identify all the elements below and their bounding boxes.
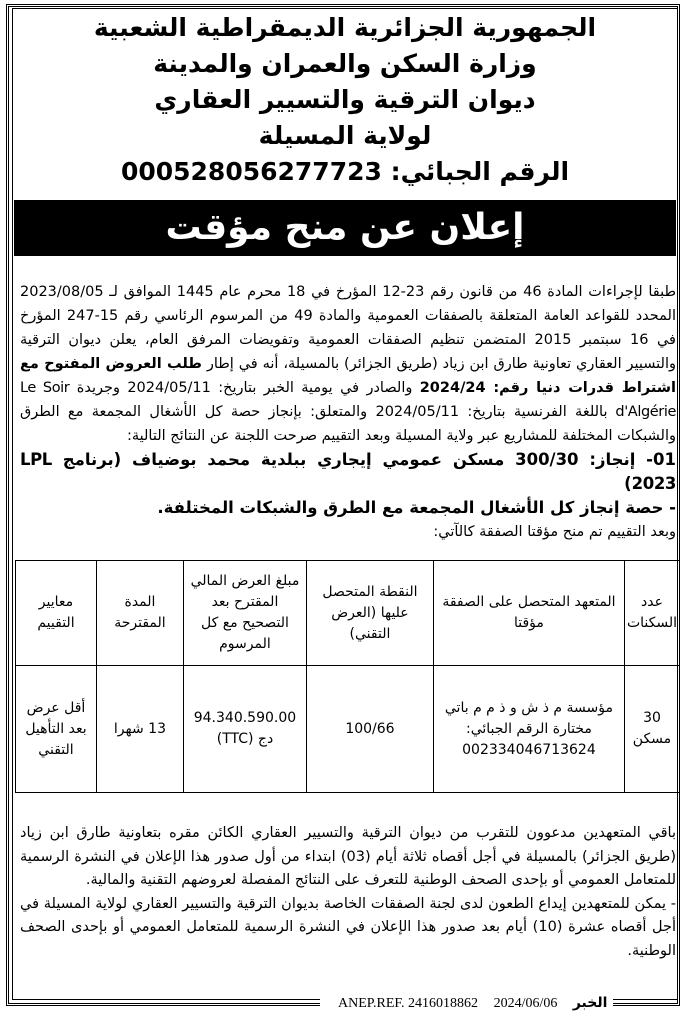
project-item: 01- إنجاز: 300/30 مسكن عمومي إيجاري ببلدية محمد بوضياف (برنامج LPL 2023) (20, 450, 677, 493)
intro-text-2: والصادر في يومية الخبر بتاريخ: 2024/05/11 وجريدة Le Soir d'Algérie باللغة الفرنسية بتاريخ: 2024/05/11 والمتعلق: بإنجاز حصة كل الأشغال المجمعة مع الطرق والشبكات المختلفة للمشاريع عبر ولاية المسيلة وبعد التقييم صرحت اللجنة عن النتائج التالية: (20, 380, 676, 444)
col-header: النقطة المتحصل عليها (العرض التقني) (306, 561, 433, 666)
cell-criteria: أقل عرض بعد التأهيل التقني (16, 666, 97, 793)
header-country: الجمهورية الجزائرية الديمقراطية الشعبية (93, 13, 597, 42)
footer-paragraph-2: - يمكن للمتعهدين إيداع الطعون لدى لجنة الصفقات الخاصة بديوان الترقية والتسيير العقاري لولاية المسيلة في أجل أقصاه عشرة (10) أيام بعد صدور هذا الإعلان في النشرة الرسمية للمتعامل العمومي أو بإحدى الصحف الوطنية. (20, 895, 676, 959)
col-header: عدد السكنات (624, 561, 679, 666)
newspaper-logo: الخبر (572, 995, 608, 1011)
award-intro: وبعد التقييم تم منح مؤقتا الصفقة كالآتي: (433, 524, 676, 540)
header-ministry: وزارة السكن والعمران والمدينة (153, 49, 537, 78)
header (20, 10, 670, 190)
announcement-title: إعلان عن منح مؤقت (14, 200, 676, 256)
publication-date: 2024/06/06 (493, 996, 558, 1011)
intro-text: طبقا لإجراءات المادة 46 من قانون رقم 23-12 المؤرخ في 18 محرم عام 1445 الموافق لـ 2023/08/05 المحدد للقواعد العامة المتعلقة بالصفقات العمومية والمادة 49 من المرسوم الرئاسي رقم 15-247 المؤرخ في 16 سبتمبر 2015 المتضمن تنظيم الصفقات العمومية وتفويضات المرفق العام، يعلن ديوان الترقية والتسيير العقاري تعاونية طارق ابن زياد (طريق الجزائر) بالمسيلة، أنه في إطار (20, 284, 677, 372)
intro-paragraph (20, 280, 676, 448)
cell-contractor: مؤسسة م ذ ش و ذ م م باتي مختارة الرقم الجبائي: 002334046713624 (433, 666, 624, 793)
col-header: معايير التقييم (16, 561, 97, 666)
project-lot: - حصة إنجاز كل الأشغال المجمعة مع الطرق والشبكات المختلفة. (157, 498, 676, 517)
cell-amount: 94.340.590.00 دج (TTC) (183, 666, 306, 793)
publication-reference (320, 995, 613, 1012)
cell-score: 100/66 (306, 666, 433, 793)
footer-paragraph-1: باقي المتعهدين مدعوون للتقرب من ديوان الترقية والتسيير العقاري الكائن مقره بتعاونية طارق ابن زياد (طريق الجزائر) بالمسيلة في أجل أقصاه ثلاثة أيام (03) ابتداء من أول صدور هذا الإعلان في النشرة الرسمية للمتعامل العمومي أو بإحدى الصحف الوطنية للتعرف على النتائج المفصلة لعروضهم التقنية والمالية. (20, 825, 676, 888)
header-office: ديوان الترقية والتسيير العقاري (154, 85, 536, 114)
col-header: المتعهد المتحصل على الصفقة مؤقتا (433, 561, 624, 666)
table-row (16, 666, 680, 793)
award-table (15, 560, 680, 793)
table-header-row (16, 561, 680, 666)
col-header: مبلغ العرض المالي المقترح بعد التصحيح مع كل المرسوم (183, 561, 306, 666)
footer-text (20, 822, 676, 963)
anep-ref: ANEP.REF. 2416018862 (338, 996, 479, 1011)
tender-reference: طلب العروض المفتوح مع اشتراط قدرات دنيا رقم: 2024/24 (20, 356, 676, 396)
header-wilaya: لولاية المسيلة (258, 121, 432, 150)
col-header: المدة المقترحة (96, 561, 183, 666)
cell-duration: 13 شهرا (96, 666, 183, 793)
intro (20, 280, 676, 544)
cell-units: 30 مسكن (624, 666, 679, 793)
header-tax-id: الرقم الجبائي: 000528056277723 (120, 157, 570, 186)
